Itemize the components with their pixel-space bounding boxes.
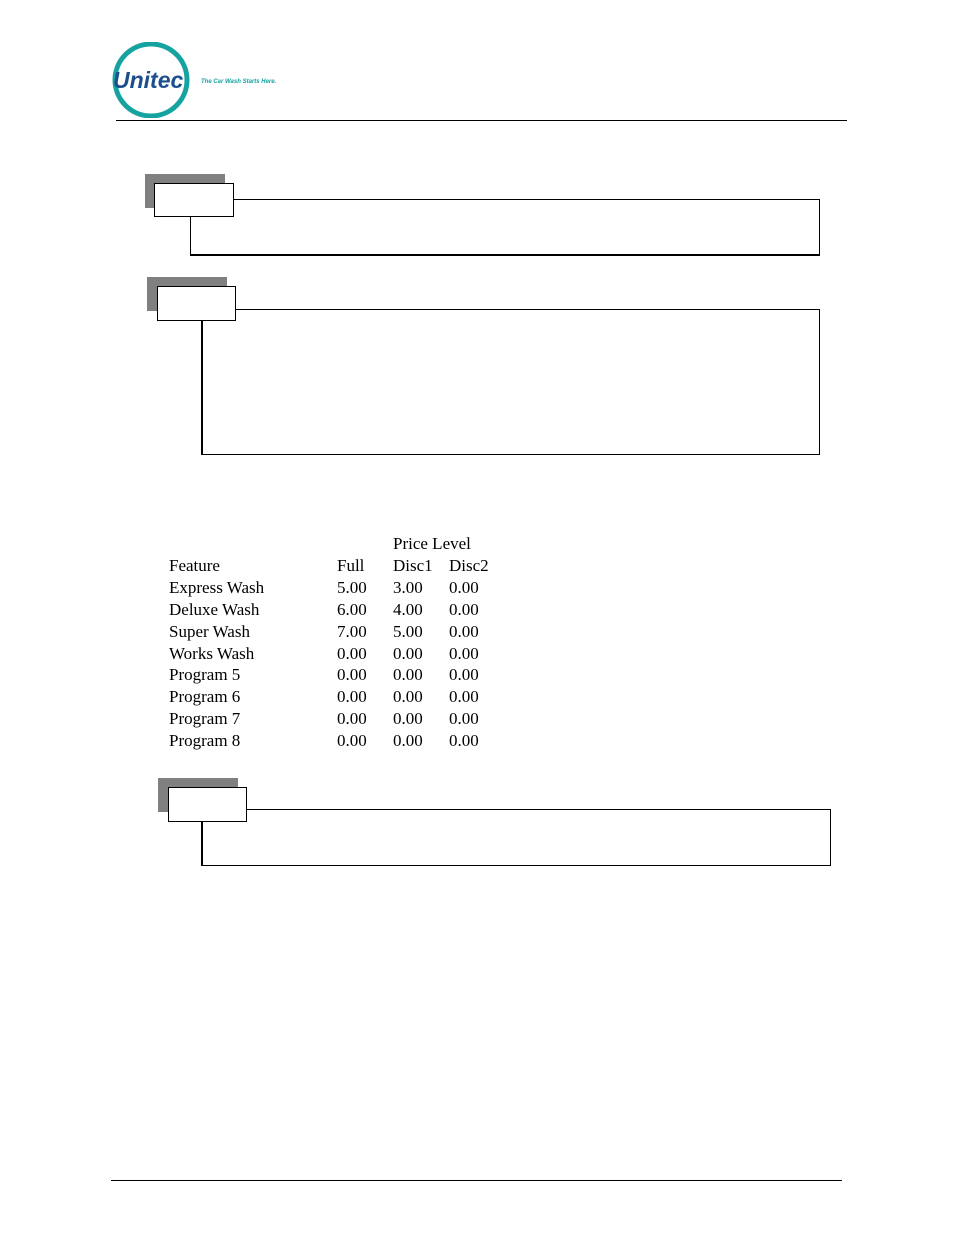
price-level-header: Price Level [393,534,471,553]
column-header-feature: Feature [169,556,220,575]
price-full: 0.00 [337,731,367,750]
feature-name: Deluxe Wash [169,600,260,619]
price-disc1: 0.00 [393,687,423,706]
price-disc2: 0.00 [449,709,479,728]
price-disc1: 3.00 [393,578,423,597]
note-tab [154,183,234,217]
logo-tagline-text: The Car Wash Starts Here. [201,79,277,85]
header-rule [116,120,847,121]
price-disc1: 4.00 [393,600,423,619]
note-tab [168,787,247,822]
price-disc2: 0.00 [449,644,479,663]
price-disc2: 0.00 [449,578,479,597]
feature-name: Express Wash [169,578,265,597]
feature-name: Program 5 [169,665,241,684]
feature-name: Program 8 [169,731,241,750]
note-box [201,309,820,455]
price-full: 0.00 [337,687,367,706]
note-box [190,199,820,256]
price-full: 6.00 [337,600,367,619]
price-disc1: 5.00 [393,622,423,641]
price-disc1: 0.00 [393,665,423,684]
column-header-disc1: Disc1 [393,556,433,575]
price-disc2: 0.00 [449,622,479,641]
footer-rule [111,1180,842,1181]
column-header-full: Full [337,556,365,575]
price-disc1: 0.00 [393,709,423,728]
feature-name: Super Wash [169,622,250,641]
price-full: 7.00 [337,622,367,641]
price-disc2: 0.00 [449,665,479,684]
price-disc1: 0.00 [393,644,423,663]
feature-name: Program 6 [169,687,241,706]
note-tab [157,286,236,321]
unitec-logo-mark [110,42,300,118]
column-header-disc2: Disc2 [449,556,489,575]
price-full: 0.00 [337,644,367,663]
price-disc1: 0.00 [393,731,423,750]
price-full: 0.00 [337,709,367,728]
price-disc2: 0.00 [449,687,479,706]
price-full: 5.00 [337,578,367,597]
feature-name: Works Wash [169,644,255,663]
price-full: 0.00 [337,665,367,684]
price-disc2: 0.00 [449,600,479,619]
logo-brand-text: Unitec [113,67,184,93]
price-disc2: 0.00 [449,731,479,750]
feature-name: Program 7 [169,709,241,728]
unitec-logo [110,42,300,118]
note-box [201,809,831,866]
